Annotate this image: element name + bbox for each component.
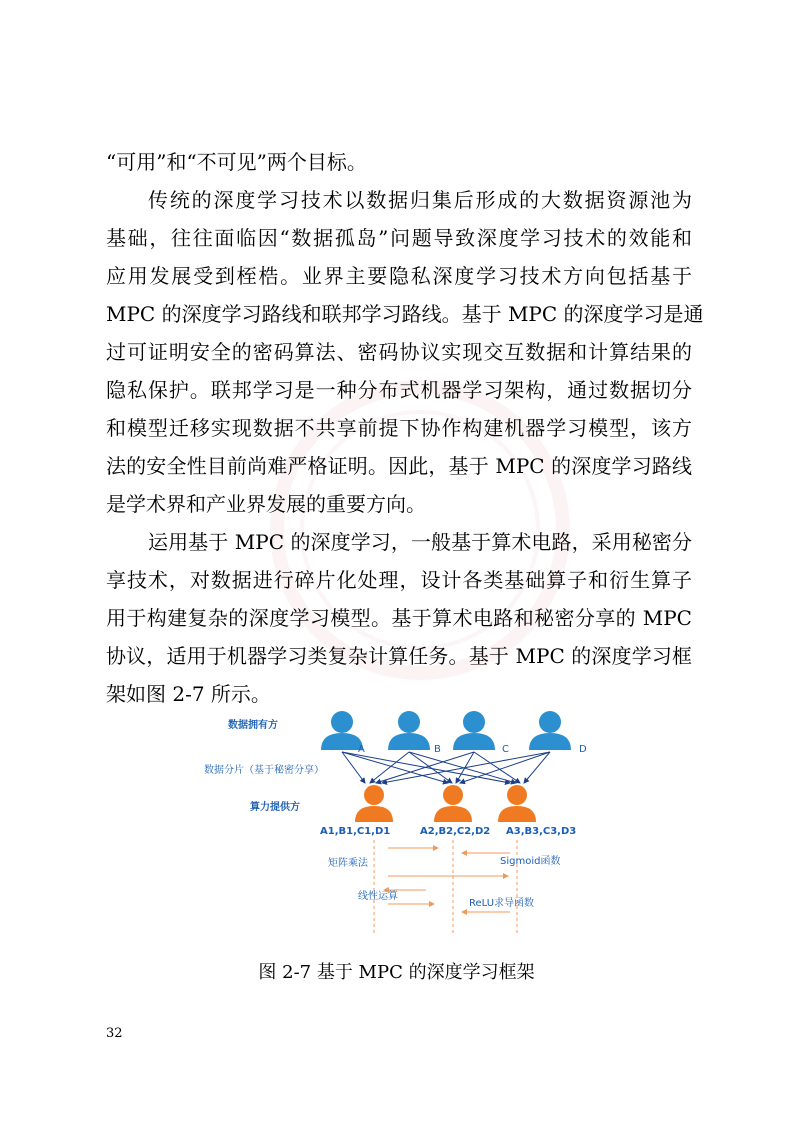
label-compute-providers: 算力提供方	[250, 802, 300, 813]
op-label: 线性运算	[358, 891, 398, 902]
op-label: ReLU求导函数	[469, 898, 535, 909]
share-label: A3,B3,C3,D3	[506, 826, 577, 837]
text-line: 用于构建复杂的深度学习模型。基于算术电路和秘密分享的 MPC	[106, 606, 692, 630]
owner-label: A	[358, 744, 365, 755]
page-number: 32	[106, 1026, 123, 1041]
text-line: 架如图 2-7 所示。	[106, 682, 271, 706]
text-line: “可用”和“不可见”两个目标。	[106, 150, 367, 174]
owner-label: C	[502, 744, 509, 755]
mpc-framework-diagram	[190, 700, 610, 945]
text-line: 是学术界和产业界发展的重要方向。	[106, 492, 426, 516]
text-line: 基础，往往面临因“数据孤岛”问题导致深度学习技术的效能和	[106, 226, 692, 250]
owner-label: B	[434, 744, 441, 755]
text-line: 隐私保护。联邦学习是一种分布式机器学习架构，通过数据切分	[106, 378, 692, 402]
text-line: 和模型迁移实现数据不共享前提下协作构建机器学习模型，该方	[106, 416, 692, 440]
owner-icon	[453, 711, 495, 750]
text-line: MPC 的深度学习路线和联邦学习路线。基于 MPC 的深度学习是通	[106, 302, 704, 326]
sharding-arrows	[342, 752, 550, 783]
compute-provider-icon	[434, 785, 472, 822]
text-line: 运用基于 MPC 的深度学习，一般基于算术电路，采用秘密分	[148, 530, 692, 554]
text-line: 传统的深度学习技术以数据归集后形成的大数据资源池为	[148, 188, 692, 212]
figure-caption: 图 2-7 基于 MPC 的深度学习框架	[258, 962, 535, 983]
op-label: Sigmoid函数	[500, 856, 561, 867]
text-line: 法的安全性目前尚难严格证明。因此，基于 MPC 的深度学习路线	[106, 454, 692, 478]
timelines	[374, 840, 517, 936]
label-data-owners: 数据拥有方	[228, 720, 278, 731]
compute-provider-icon	[355, 785, 393, 822]
text-line: 过可证明安全的密码算法、密码协议实现交互数据和计算结果的	[106, 340, 692, 364]
share-label: A2,B2,C2,D2	[420, 826, 491, 837]
text-line: 协议，适用于机器学习类复杂计算任务。基于 MPC 的深度学习框	[106, 644, 692, 668]
text-line: 享技术，对数据进行碎片化处理，设计各类基础算子和衍生算子	[106, 568, 692, 592]
share-label: A1,B1,C1,D1	[320, 826, 391, 837]
label-sharding: 数据分片（基于秘密分享）	[204, 765, 324, 776]
owner-icon	[529, 711, 571, 750]
owner-label: D	[579, 744, 587, 755]
owner-icon	[321, 711, 363, 750]
op-label: 矩阵乘法	[328, 858, 368, 869]
owner-icon	[388, 711, 430, 750]
text-line: 应用发展受到桎梏。业界主要隐私深度学习技术方向包括基于	[106, 264, 692, 288]
compute-provider-icon	[498, 785, 536, 822]
